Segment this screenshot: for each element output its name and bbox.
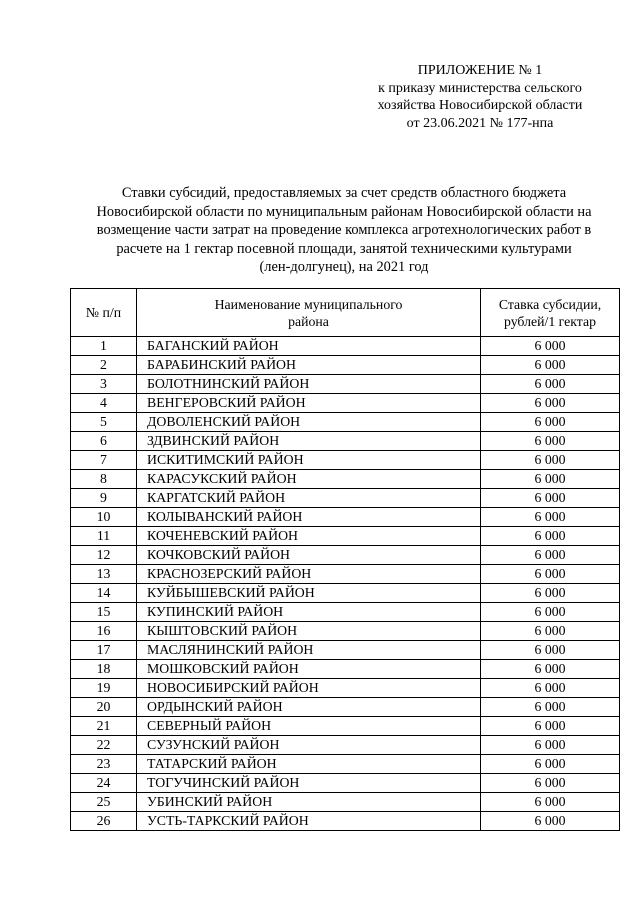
district-name: КАРАСУКСКИЙ РАЙОН: [137, 470, 481, 489]
document-heading: [70, 184, 618, 277]
header-rate-line: Ставка субсидии,: [498, 296, 602, 312]
table-body: [71, 337, 620, 831]
district-name: ТАТАРСКИЙ РАЙОН: [137, 755, 481, 774]
subsidy-rate: 6 000: [481, 565, 620, 584]
appendix-line: от 23.06.2021 № 177-нпа: [406, 115, 554, 131]
row-number: 21: [71, 717, 137, 736]
heading-line: Новосибирской области по муниципальным районам Новосибирской области на: [96, 203, 592, 220]
table-row: [71, 394, 620, 413]
subsidy-rate: 6 000: [481, 812, 620, 831]
table-row: [71, 774, 620, 793]
subsidy-rates-table: [70, 288, 620, 831]
header-district-line: Наименование муниципального: [214, 296, 403, 312]
heading-line: (лен-долгунец), на 2021 год: [259, 259, 429, 276]
district-name: СУЗУНСКИЙ РАЙОН: [137, 736, 481, 755]
table-row: [71, 660, 620, 679]
district-name: КАРГАТСКИЙ РАЙОН: [137, 489, 481, 508]
table-row: [71, 641, 620, 660]
header-district: [137, 289, 481, 337]
row-number: 14: [71, 584, 137, 603]
table-row: [71, 698, 620, 717]
subsidy-rate: 6 000: [481, 736, 620, 755]
subsidy-rate: 6 000: [481, 755, 620, 774]
subsidy-rate: 6 000: [481, 698, 620, 717]
row-number: 24: [71, 774, 137, 793]
subsidy-rate: 6 000: [481, 432, 620, 451]
subsidy-rate: 6 000: [481, 337, 620, 356]
district-name: КУЙБЫШЕВСКИЙ РАЙОН: [137, 584, 481, 603]
subsidy-rate: 6 000: [481, 356, 620, 375]
district-name: КОЧКОВСКИЙ РАЙОН: [137, 546, 481, 565]
row-number: 22: [71, 736, 137, 755]
table-row: [71, 375, 620, 394]
table-row: [71, 432, 620, 451]
subsidy-rate: 6 000: [481, 489, 620, 508]
heading-line: расчете на 1 гектар посевной площади, занятой техническими культурами: [116, 240, 572, 257]
row-number: 8: [71, 470, 137, 489]
district-name: ТОГУЧИНСКИЙ РАЙОН: [137, 774, 481, 793]
subsidy-rate: 6 000: [481, 546, 620, 565]
row-number: 6: [71, 432, 137, 451]
table-row: [71, 812, 620, 831]
row-number: 13: [71, 565, 137, 584]
table-row: [71, 603, 620, 622]
table-row: [71, 793, 620, 812]
subsidy-rate: 6 000: [481, 508, 620, 527]
district-name: КУПИНСКИЙ РАЙОН: [137, 603, 481, 622]
subsidy-rate: 6 000: [481, 394, 620, 413]
district-name: УСТЬ-ТАРКСКИЙ РАЙОН: [137, 812, 481, 831]
table-row: [71, 470, 620, 489]
row-number: 20: [71, 698, 137, 717]
table-header: [71, 289, 620, 337]
subsidy-rate: 6 000: [481, 451, 620, 470]
appendix-title: ПРИЛОЖЕНИЕ № 1: [417, 63, 543, 78]
row-number: 2: [71, 356, 137, 375]
table-row: [71, 337, 620, 356]
district-name: ОРДЫНСКИЙ РАЙОН: [137, 698, 481, 717]
header-rate: [481, 289, 620, 337]
district-name: УБИНСКИЙ РАЙОН: [137, 793, 481, 812]
subsidy-rate: 6 000: [481, 603, 620, 622]
table-row: [71, 356, 620, 375]
table-row: [71, 508, 620, 527]
row-number: 26: [71, 812, 137, 831]
district-name: ВЕНГЕРОВСКИЙ РАЙОН: [137, 394, 481, 413]
district-name: НОВОСИБИРСКИЙ РАЙОН: [137, 679, 481, 698]
header-rate-line: рублей/1 гектар: [503, 313, 597, 329]
appendix-line: к приказу министерства сельского: [378, 80, 582, 96]
table-row: [71, 546, 620, 565]
row-number: 16: [71, 622, 137, 641]
district-name: МАСЛЯНИНСКИЙ РАЙОН: [137, 641, 481, 660]
district-name: БОЛОТНИНСКИЙ РАЙОН: [137, 375, 481, 394]
subsidy-rate: 6 000: [481, 679, 620, 698]
row-number: 18: [71, 660, 137, 679]
subsidy-rate: 6 000: [481, 793, 620, 812]
district-name: ЗДВИНСКИЙ РАЙОН: [137, 432, 481, 451]
row-number: 12: [71, 546, 137, 565]
subsidy-rate: 6 000: [481, 774, 620, 793]
district-name: КОЛЫВАНСКИЙ РАЙОН: [137, 508, 481, 527]
district-name: МОШКОВСКИЙ РАЙОН: [137, 660, 481, 679]
subsidy-rate: 6 000: [481, 622, 620, 641]
appendix-block: [350, 62, 610, 132]
subsidy-rate: 6 000: [481, 641, 620, 660]
row-number: 9: [71, 489, 137, 508]
table-row: [71, 527, 620, 546]
row-number: 1: [71, 337, 137, 356]
table-row: [71, 413, 620, 432]
heading-line: возмещение части затрат на проведение комплекса агротехнологических работ в: [96, 222, 592, 239]
row-number: 4: [71, 394, 137, 413]
table-row: [71, 584, 620, 603]
table-row: [71, 622, 620, 641]
header-number: № п/п: [71, 289, 137, 337]
district-name: КЫШТОВСКИЙ РАЙОН: [137, 622, 481, 641]
row-number: 3: [71, 375, 137, 394]
district-name: КОЧЕНЕВСКИЙ РАЙОН: [137, 527, 481, 546]
row-number: 19: [71, 679, 137, 698]
table-row: [71, 451, 620, 470]
district-name: БАРАБИНСКИЙ РАЙОН: [137, 356, 481, 375]
district-name: ДОВОЛЕНСКИЙ РАЙОН: [137, 413, 481, 432]
table-header-row: [71, 289, 620, 337]
table-row: [71, 717, 620, 736]
table-row: [71, 755, 620, 774]
row-number: 25: [71, 793, 137, 812]
subsidy-rate: 6 000: [481, 375, 620, 394]
subsidy-rate: 6 000: [481, 717, 620, 736]
district-name: КРАСНОЗЕРСКИЙ РАЙОН: [137, 565, 481, 584]
district-name: БАГАНСКИЙ РАЙОН: [137, 337, 481, 356]
subsidy-rate: 6 000: [481, 470, 620, 489]
row-number: 23: [71, 755, 137, 774]
district-name: ИСКИТИМСКИЙ РАЙОН: [137, 451, 481, 470]
table-row: [71, 489, 620, 508]
row-number: 15: [71, 603, 137, 622]
row-number: 17: [71, 641, 137, 660]
subsidy-rate: 6 000: [481, 584, 620, 603]
table-row: [71, 565, 620, 584]
row-number: 5: [71, 413, 137, 432]
subsidy-rate: 6 000: [481, 413, 620, 432]
district-name: СЕВЕРНЫЙ РАЙОН: [137, 717, 481, 736]
subsidy-rate: 6 000: [481, 527, 620, 546]
subsidy-rate: 6 000: [481, 660, 620, 679]
heading-line: Ставки субсидий, предоставляемых за счет средств областного бюджета: [121, 185, 567, 201]
row-number: 10: [71, 508, 137, 527]
table-row: [71, 679, 620, 698]
row-number: 7: [71, 451, 137, 470]
row-number: 11: [71, 527, 137, 546]
table-row: [71, 736, 620, 755]
appendix-line: хозяйства Новосибирской области: [377, 98, 583, 113]
header-district-line: района: [288, 313, 329, 329]
